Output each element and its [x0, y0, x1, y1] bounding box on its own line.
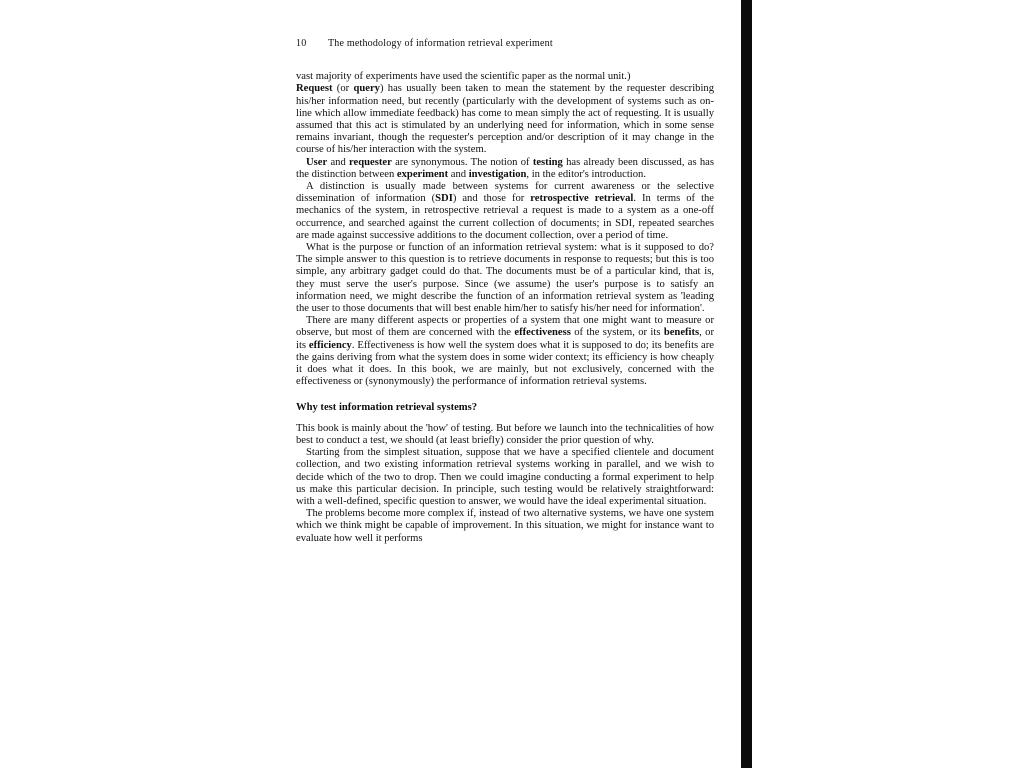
- bold-term: efficiency: [308, 339, 352, 351]
- text-run: A distinction is usually made between systems for current awareness or the selective dissemination of information (: [296, 181, 714, 205]
- bold-term: retrospective retrieval: [530, 193, 634, 205]
- paragraph: [296, 508, 714, 545]
- running-head: [296, 38, 714, 50]
- text-run: . Effectiveness is how well the system does what it is supposed to do; its benefits are the gains deriving from what the system does in some wider context; its efficiency is how cheaply it does what it does. In this book, we are mainly, but not exclusively, concerned with the effectiveness or (synonymously) the performance of information retrieval systems.: [296, 339, 714, 388]
- bold-term: benefits: [663, 327, 700, 339]
- page-number: 10: [296, 38, 307, 49]
- text-run: , in the editor's introduction.: [526, 168, 646, 180]
- text-run: ) has usually been taken to mean the statement by the requester describing his/her information need, but recently (particularly with the development of systems such as on-line which allow immediate feedback) has come to mean simply the act of requesting. It is usually assumed that this act is stimulated by an underlying need for information, which in some sense remains invariant, though the requester's perception and/or description of it may change in the course of his/her interaction with the system.: [296, 83, 714, 156]
- bold-term: investigation: [468, 168, 527, 180]
- bold-term: effectiveness: [514, 327, 571, 339]
- paragraph: [296, 181, 714, 242]
- text-run: of the system, or its: [570, 327, 664, 339]
- text-run: and: [448, 168, 469, 180]
- bold-term: testing: [532, 156, 563, 168]
- text-run: ) and those for: [452, 193, 531, 205]
- paragraph: [296, 71, 714, 83]
- bold-term: experiment: [396, 168, 449, 180]
- text-run: has already been discussed, as has the distinction between: [296, 156, 714, 180]
- book-spine-shadow: [741, 0, 752, 768]
- paragraph: [296, 83, 714, 156]
- bold-term: SDI: [435, 193, 453, 205]
- bold-term: Request: [296, 83, 333, 95]
- paragraph: [296, 157, 714, 181]
- body-text: [296, 71, 714, 388]
- text-run: What is the purpose or function of an information retrieval system: what is it supposed to do? The simple answer to this question is to retrieve documents in response to requests; but this is too simple, any arbitrary gadget could do that. The documents must be of a particular kind, that is, they must serve the user's purpose. Since (we assume) the user's purpose is to satisfy an information need, we might describe the function of an information retrieval system as 'leading the user to those documents that will best enable him/her to satisfy his/her need for information'.: [296, 242, 714, 315]
- bold-term: User: [306, 156, 328, 168]
- text-run: are synonymous. The notion of: [391, 156, 533, 168]
- bold-term: query: [353, 83, 380, 95]
- book-page: [296, 38, 714, 545]
- section-text: [296, 423, 714, 545]
- text-run: This book is mainly about the 'how' of testing. But before we launch into the technicalities of how best to conduct a test, we should (at least briefly) consider the prior question of why.: [296, 422, 714, 446]
- running-title: The methodology of information retrieval experiment: [328, 38, 553, 49]
- text-run: , or its: [296, 327, 714, 351]
- text-run: . In terms of the mechanics of the system, in retrospective retrieval a request is made to a system as a one-off occurrence, and searched against the current collection of documents; in SDI, repeated searches are made against successive additions to the document collection, over a period of time.: [296, 193, 715, 241]
- section-heading: Why test information retrieval systems?: [296, 402, 478, 414]
- text-run: vast majority of experiments have used the scientific paper as the normal unit.): [296, 71, 631, 83]
- text-run: Starting from the simplest situation, suppose that we have a specified clientele and document collection, and two existing information retrieval systems working in parallel, and we wish to decide which of the two to drop. Then we could imagine conducting a formal experiment to help us make this particular decision. In principle, such testing would be relatively straightforward: with a well-defined, specific question to answer, we would have the ideal experimental situation.: [296, 447, 714, 507]
- paragraph: [296, 447, 714, 508]
- text-run: (or: [332, 83, 354, 95]
- bold-term: requester: [349, 156, 392, 168]
- paragraph: [296, 242, 714, 315]
- text-run: The problems become more complex if, instead of two alternative systems, we have one system which we think might be capable of improvement. In this situation, we might for instance want to evaluate how well it performs: [296, 508, 714, 544]
- paragraph: [296, 315, 714, 388]
- paragraph: [296, 423, 714, 447]
- text-run: There are many different aspects or properties of a system that one might want to measure or observe, but most of them are concerned with the: [296, 315, 714, 339]
- text-run: and: [327, 156, 350, 168]
